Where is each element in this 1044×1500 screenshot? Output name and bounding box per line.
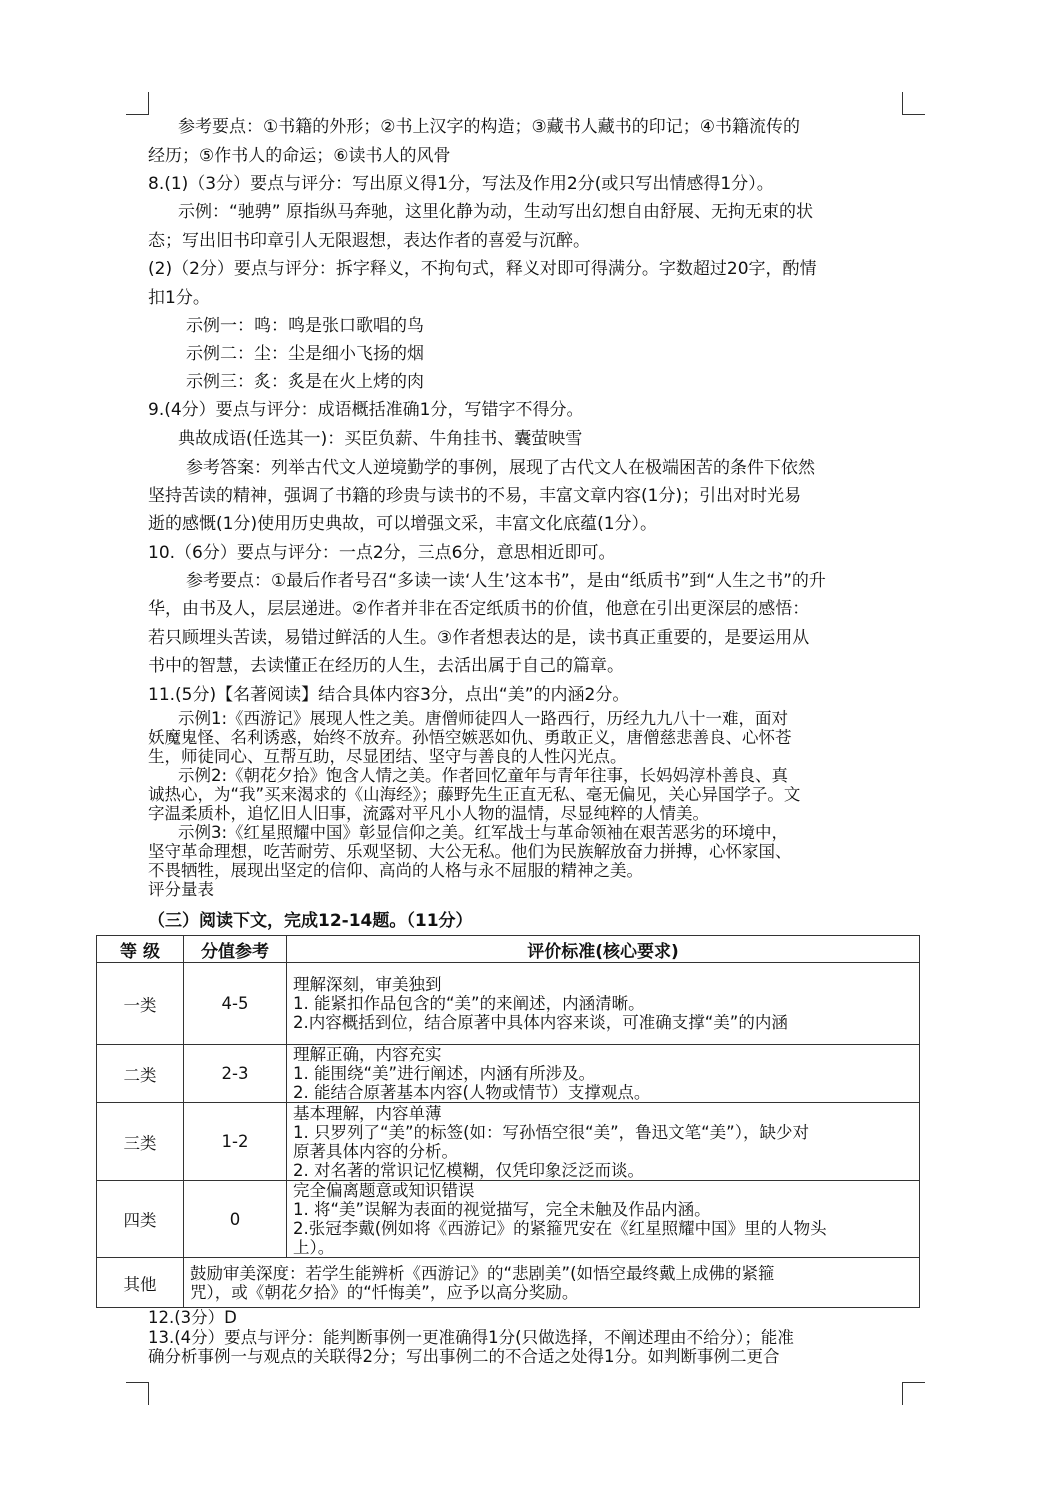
criteria-line: 理解深刻，审美独到 xyxy=(293,975,442,994)
table-header-cell: 评价标准(核心要求) xyxy=(287,936,920,963)
table-header-row xyxy=(97,936,920,963)
score-cell: 1-2 xyxy=(184,1103,287,1181)
text-line: 示例3:《红星照耀中国》彰显信仰之美。红军战士与革命领袖在艰苦恶劣的环境中， xyxy=(178,823,789,842)
grade-cell: 三类 xyxy=(97,1103,184,1181)
text-line: 13.(4分）要点与评分：能判断事例一更准确得1分(只做选择，不阐述理由不给分）；能准 xyxy=(148,1328,794,1347)
text-line: 9.(4分）要点与评分：成语概括准确1分，写错字不得分。 xyxy=(148,400,584,420)
table-row xyxy=(97,963,920,1045)
table-header-cell: 分值参考 xyxy=(184,936,287,963)
text-line: 确分析事例一与观点的关联得2分；写出事例二的不合适之处得1分。如判断事例二更合 xyxy=(148,1347,780,1366)
grade-cell: 二类 xyxy=(97,1045,184,1103)
text-line: 评分量表 xyxy=(148,880,214,899)
text-line: 字温柔质朴，追忆旧人旧事，流露对平凡小人物的温情，尽显纯粹的人情美。 xyxy=(148,804,709,823)
text-line: 参考要点：①最后作者号召“多读一读‘人生’这本书”，是由“纸质书”到“人生之书”的升 xyxy=(186,571,826,591)
criteria-line: 2.张冠李戴(例如将《西游记》的紧箍咒安在《红星照耀中国》里的人物头 xyxy=(293,1219,827,1238)
grade-cell: 一类 xyxy=(97,963,184,1045)
table-row xyxy=(97,1258,920,1308)
text-line: 诚热心，为“我”买来渴求的《山海经》；藤野先生正直无私、毫无偏见，关心异国学子。文 xyxy=(148,785,801,804)
criteria-cell xyxy=(287,963,920,1045)
text-line: 参考要点：①书籍的外形；②书上汉字的构造；③藏书人藏书的印记；④书籍流传的 xyxy=(178,117,800,137)
criteria-cell xyxy=(287,1103,920,1181)
text-line: 坚持苦读的精神，强调了书籍的珍贵与读书的不易，丰富文章内容(1分)；引出对时光易 xyxy=(148,486,802,506)
criteria-line: 理解正确，内容充实 xyxy=(293,1045,442,1064)
criteria-cell xyxy=(287,1181,920,1258)
grade-cell: 其他 xyxy=(97,1258,184,1308)
criteria-line: 基本理解，内容单薄 xyxy=(293,1103,442,1123)
criteria-cell xyxy=(184,1258,920,1308)
criteria-line: 1. 将“美”误解为表面的视觉描写，完全未触及作品内涵。 xyxy=(293,1200,711,1219)
text-line: 妖魔鬼怪、名利诱惑，始终不放弃。孙悟空嫉恶如仇、勇敢正义，唐僧慈悲善良、心怀苍 xyxy=(148,728,792,747)
text-line: 11.(5分)【名著阅读】结合具体内容3分，点出“美”的内涵2分。 xyxy=(148,685,630,705)
criteria-line: 1. 只罗列了“美”的标签(如：写孙悟空很“美”，鲁迅文笔“美”），缺少对 xyxy=(293,1122,809,1142)
text-line: 8.(1)（3分）要点与评分：写出原义得1分，写法及作用2分(或只写出情感得1分）。 xyxy=(148,174,774,194)
text-line: 10.（6分）要点与评分：一点2分，三点6分，意思相近即可。 xyxy=(148,543,616,563)
crop-mark-bottom-right xyxy=(902,1382,925,1405)
text-line: 坚守革命理想，吃苦耐劳、乐观坚韧、大公无私。他们为民族解放奋力拼搏，心怀家国、 xyxy=(148,842,792,861)
score-cell: 2-3 xyxy=(184,1045,287,1103)
text-line: 示例一：鸣：鸣是张口歌唱的鸟 xyxy=(186,316,424,336)
text-line: 示例：“驰骋” 原指纵马奔驰，这里化静为动，生动写出幻想自由舒展、无拘无束的状 xyxy=(178,202,814,222)
text-line: 典故成语(任选其一)：买臣负薪、牛角挂书、囊萤映雪 xyxy=(178,429,583,449)
criteria-line: 1. 能围绕“美”进行阐述，内涵有所涉及。 xyxy=(293,1064,596,1083)
text-line: 示例2:《朝花夕拾》饱含人情之美。作者回忆童年与青年往事，长妈妈淳朴善良、真 xyxy=(178,766,789,785)
criteria-line: 2.内容概括到位，结合原著中具体内容来谈，可准确支撑“美”的内涵 xyxy=(293,1013,788,1032)
crop-mark-top-right xyxy=(902,92,925,115)
text-line: 参考答案：列举古代文人逆境勤学的事例，展现了古代文人在极端困苦的条件下依然 xyxy=(186,458,815,478)
text-line: 示例三：炙：炙是在火上烤的肉 xyxy=(186,372,424,392)
score-cell: 4-5 xyxy=(184,963,287,1045)
criteria-line: 完全偏离题意或知识错误 xyxy=(293,1181,475,1200)
table-row xyxy=(97,1181,920,1258)
text-line: 12.(3分）D xyxy=(148,1308,237,1327)
text-line: 不畏牺牲，展现出坚定的信仰、高尚的人格与永不屈服的精神之美。 xyxy=(148,861,643,880)
criteria-cell xyxy=(287,1045,920,1103)
text-line: 逝的感慨(1分)使用历史典故，可以增强文采，丰富文化底蕴(1分）。 xyxy=(148,514,658,534)
crop-mark-top-left xyxy=(126,92,149,115)
criteria-line: 2. 对名著的常识记忆模糊，仅凭印象泛泛而谈。 xyxy=(293,1160,644,1180)
text-line: 书中的智慧，去读懂正在经历的人生，去活出属于自己的篇章。 xyxy=(148,656,624,676)
criteria-line: 咒），或《朝花夕拾》的“忏悔美”，应予以高分奖励。 xyxy=(190,1282,579,1302)
criteria-line: 原著具体内容的分析。 xyxy=(293,1141,458,1161)
text-line: 华，由书及人，层层递进。②作者并非在否定纸质书的价值，他意在引出更深层的感悟： xyxy=(148,599,810,619)
table-header-cell: 等 级 xyxy=(97,936,184,963)
criteria-line: 2. 能结合原著基本内容(人物或情节）支撑观点。 xyxy=(293,1083,651,1102)
grade-cell: 四类 xyxy=(97,1181,184,1258)
text-line: 态；写出旧书印章引人无限遐想，表达作者的喜爱与沉醉。 xyxy=(148,231,590,251)
crop-mark-bottom-left xyxy=(126,1382,149,1405)
score-cell: 0 xyxy=(184,1181,287,1258)
section-heading: （三）阅读下文，完成12-14题。（11分） xyxy=(148,911,473,931)
text-line: 生，师徒同心、互帮互助，尽显团结、坚守与善良的人性闪光点。 xyxy=(148,747,627,766)
text-line: (2)（2分）要点与评分：拆字释义，不拘句式，释义对即可得满分。字数超过20字，酌情 xyxy=(148,259,817,279)
text-line: 示例1:《西游记》展现人性之美。唐僧师徒四人一路西行，历经九九八十一难，面对 xyxy=(178,709,789,728)
table-row xyxy=(97,1045,920,1103)
criteria-line: 鼓励审美深度：若学生能辨析《西游记》的“悲剧美”(如悟空最终戴上成佛的紧箍 xyxy=(190,1263,775,1283)
text-line: 示例二：尘：尘是细小飞扬的烟 xyxy=(186,344,424,364)
criteria-line: 上）。 xyxy=(293,1238,335,1257)
criteria-line: 1. 能紧扣作品包含的“美”的来阐述，内涵清晰。 xyxy=(293,994,645,1013)
text-line: 若只顾埋头苦读，易错过鲜活的人生。③作者想表达的是，读书真正重要的，是要运用从 xyxy=(148,628,810,648)
text-line: 扣1分。 xyxy=(148,288,210,308)
scoring-table xyxy=(96,935,920,1308)
text-line: 经历；⑤作书人的命运；⑥读书人的风骨 xyxy=(148,146,451,166)
table-row xyxy=(97,1103,920,1181)
